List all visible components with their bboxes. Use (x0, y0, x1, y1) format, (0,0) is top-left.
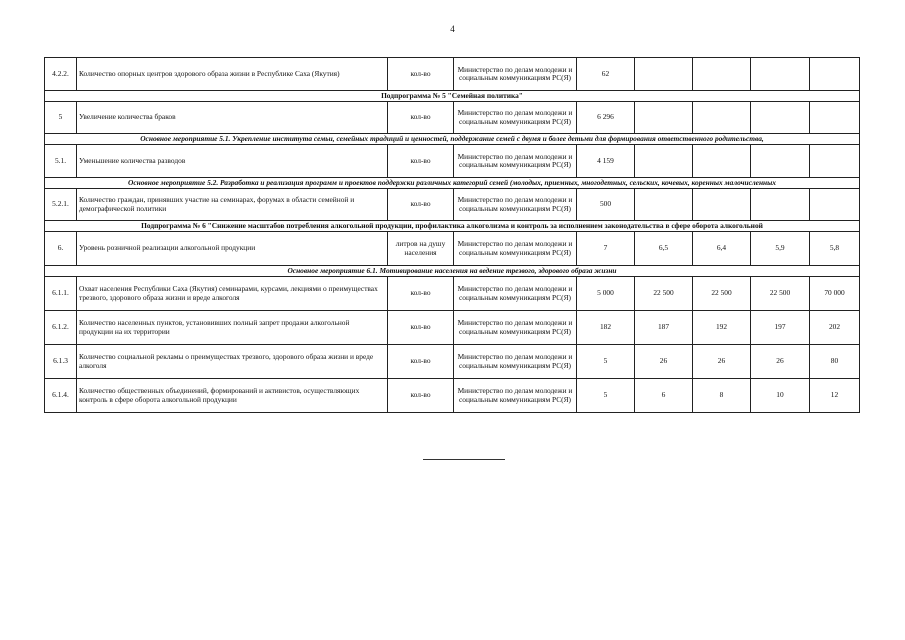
value-cell: 22 500 (693, 277, 751, 311)
subprogram-title: Подпрограмма № 6 "Снижение масштабов потребления алкогольной продукции, профилактика алкоголизма и контроль за исполнением законодательства в сфере оборота алкогольной (45, 221, 860, 232)
value-cell: 6 (635, 379, 693, 413)
value-cell (810, 189, 860, 221)
activity-header-row (45, 134, 860, 145)
table-row (45, 311, 860, 345)
value-cell: 80 (810, 345, 860, 379)
unit-cell: литров на душу населения (388, 232, 454, 266)
table-body (45, 58, 860, 413)
responsible-ministry: Министерство по делам молодежи и социальным коммуникациям РС(Я) (454, 58, 577, 91)
value-cell: 10 (751, 379, 810, 413)
value-cell (810, 102, 860, 134)
value-cell (693, 102, 751, 134)
value-cell (635, 58, 693, 91)
responsible-ministry: Министерство по делам молодежи и социальным коммуникациям РС(Я) (454, 277, 577, 311)
row-number: 6.1.3 (45, 345, 77, 379)
indicator-name: Уровень розничной реализации алкогольной продукции (77, 232, 388, 266)
responsible-ministry: Министерство по делам молодежи и социальным коммуникациям РС(Я) (454, 145, 577, 178)
page-number: 4 (450, 24, 455, 34)
value-cell (693, 58, 751, 91)
indicator-name: Количество опорных центров здорового образа жизни в Республике Саха (Якутия) (77, 58, 388, 91)
table-row (45, 189, 860, 221)
unit-cell: кол-во (388, 145, 454, 178)
row-number: 5 (45, 102, 77, 134)
responsible-ministry: Министерство по делам молодежи и социальным коммуникациям РС(Я) (454, 102, 577, 134)
responsible-ministry: Министерство по делам молодежи и социальным коммуникациям РС(Я) (454, 379, 577, 413)
value-cell: 22 500 (751, 277, 810, 311)
value-cell (810, 145, 860, 178)
value-cell: 26 (751, 345, 810, 379)
indicator-name: Охват населения Республики Саха (Якутия) семинарами, курсами, лекциями о преимуществах трезвого, здорового образа жизни и вреде алкоголя (77, 277, 388, 311)
value-cell (751, 145, 810, 178)
indicator-name: Количество общественных объединений, формирований и активистов, осуществляющих контроль в сфере оборота алкогольной продукции (77, 379, 388, 413)
value-cell (635, 145, 693, 178)
value-cell: 187 (635, 311, 693, 345)
row-number: 6.1.1. (45, 277, 77, 311)
indicator-name: Уменьшение количества разводов (77, 145, 388, 178)
indicator-name: Количество граждан, принявших участие на семинарах, форумах в области семейной и демографической политики (77, 189, 388, 221)
value-cell: 26 (693, 345, 751, 379)
value-cell (810, 58, 860, 91)
responsible-ministry: Министерство по делам молодежи и социальным коммуникациям РС(Я) (454, 311, 577, 345)
row-number: 5.1. (45, 145, 77, 178)
value-cell: 5 (577, 379, 635, 413)
value-cell: 197 (751, 311, 810, 345)
indicators-table (44, 57, 860, 413)
indicator-name: Количество социальной рекламы о преимуществах трезвого, здорового образа жизни и вреде алкоголя (77, 345, 388, 379)
activity-header-row (45, 178, 860, 189)
value-cell: 8 (693, 379, 751, 413)
subprogram-header-row (45, 91, 860, 102)
unit-cell: кол-во (388, 277, 454, 311)
value-cell: 182 (577, 311, 635, 345)
table-row (45, 379, 860, 413)
activity-title: Основное мероприятие 5.1. Укрепление института семьи, семейных традиций и ценностей, поддержание семей с двумя и более детьми для формирования ответственного родительства, (45, 134, 860, 145)
value-cell: 4 159 (577, 145, 635, 178)
row-number: 6. (45, 232, 77, 266)
row-number: 6.1.4. (45, 379, 77, 413)
table-row (45, 345, 860, 379)
unit-cell: кол-во (388, 345, 454, 379)
value-cell (751, 102, 810, 134)
activity-header-row (45, 266, 860, 277)
table-row (45, 232, 860, 266)
responsible-ministry: Министерство по делам молодежи и социальным коммуникациям РС(Я) (454, 232, 577, 266)
table-row (45, 58, 860, 91)
value-cell: 500 (577, 189, 635, 221)
indicator-name: Увеличение количества браков (77, 102, 388, 134)
value-cell: 5,8 (810, 232, 860, 266)
row-number: 5.2.1. (45, 189, 77, 221)
value-cell: 7 (577, 232, 635, 266)
subprogram-header-row (45, 221, 860, 232)
activity-title: Основное мероприятие 6.1. Мотивирование населения на ведение трезвого, здорового образа жизни (45, 266, 860, 277)
unit-cell: кол-во (388, 189, 454, 221)
table-row (45, 102, 860, 134)
value-cell (635, 189, 693, 221)
value-cell (693, 189, 751, 221)
subprogram-title: Подпрограмма № 5 "Семейная политика" (45, 91, 860, 102)
table-row (45, 277, 860, 311)
row-number: 6.1.2. (45, 311, 77, 345)
unit-cell: кол-во (388, 379, 454, 413)
value-cell (751, 58, 810, 91)
unit-cell: кол-во (388, 311, 454, 345)
value-cell: 26 (635, 345, 693, 379)
value-cell (693, 145, 751, 178)
value-cell: 12 (810, 379, 860, 413)
value-cell: 62 (577, 58, 635, 91)
value-cell: 202 (810, 311, 860, 345)
value-cell: 5 (577, 345, 635, 379)
row-number: 4.2.2. (45, 58, 77, 91)
value-cell: 6 296 (577, 102, 635, 134)
indicator-name: Количество населенных пунктов, установивших полный запрет продажи алкогольной продукции на их территории (77, 311, 388, 345)
unit-cell: кол-во (388, 102, 454, 134)
responsible-ministry: Министерство по делам молодежи и социальным коммуникациям РС(Я) (454, 345, 577, 379)
end-rule (423, 459, 505, 460)
unit-cell: кол-во (388, 58, 454, 91)
value-cell (751, 189, 810, 221)
value-cell: 5,9 (751, 232, 810, 266)
activity-title: Основное мероприятие 5.2. Разработка и реализация программ и проектов поддержки различных категорий семей (молодых, приемных, многодетных, сельских, кочевых, коренных малочисленных (45, 178, 860, 189)
table-row (45, 145, 860, 178)
value-cell: 70 000 (810, 277, 860, 311)
value-cell: 5 000 (577, 277, 635, 311)
value-cell (635, 102, 693, 134)
responsible-ministry: Министерство по делам молодежи и социальным коммуникациям РС(Я) (454, 189, 577, 221)
value-cell: 6,4 (693, 232, 751, 266)
value-cell: 192 (693, 311, 751, 345)
value-cell: 6,5 (635, 232, 693, 266)
value-cell: 22 500 (635, 277, 693, 311)
